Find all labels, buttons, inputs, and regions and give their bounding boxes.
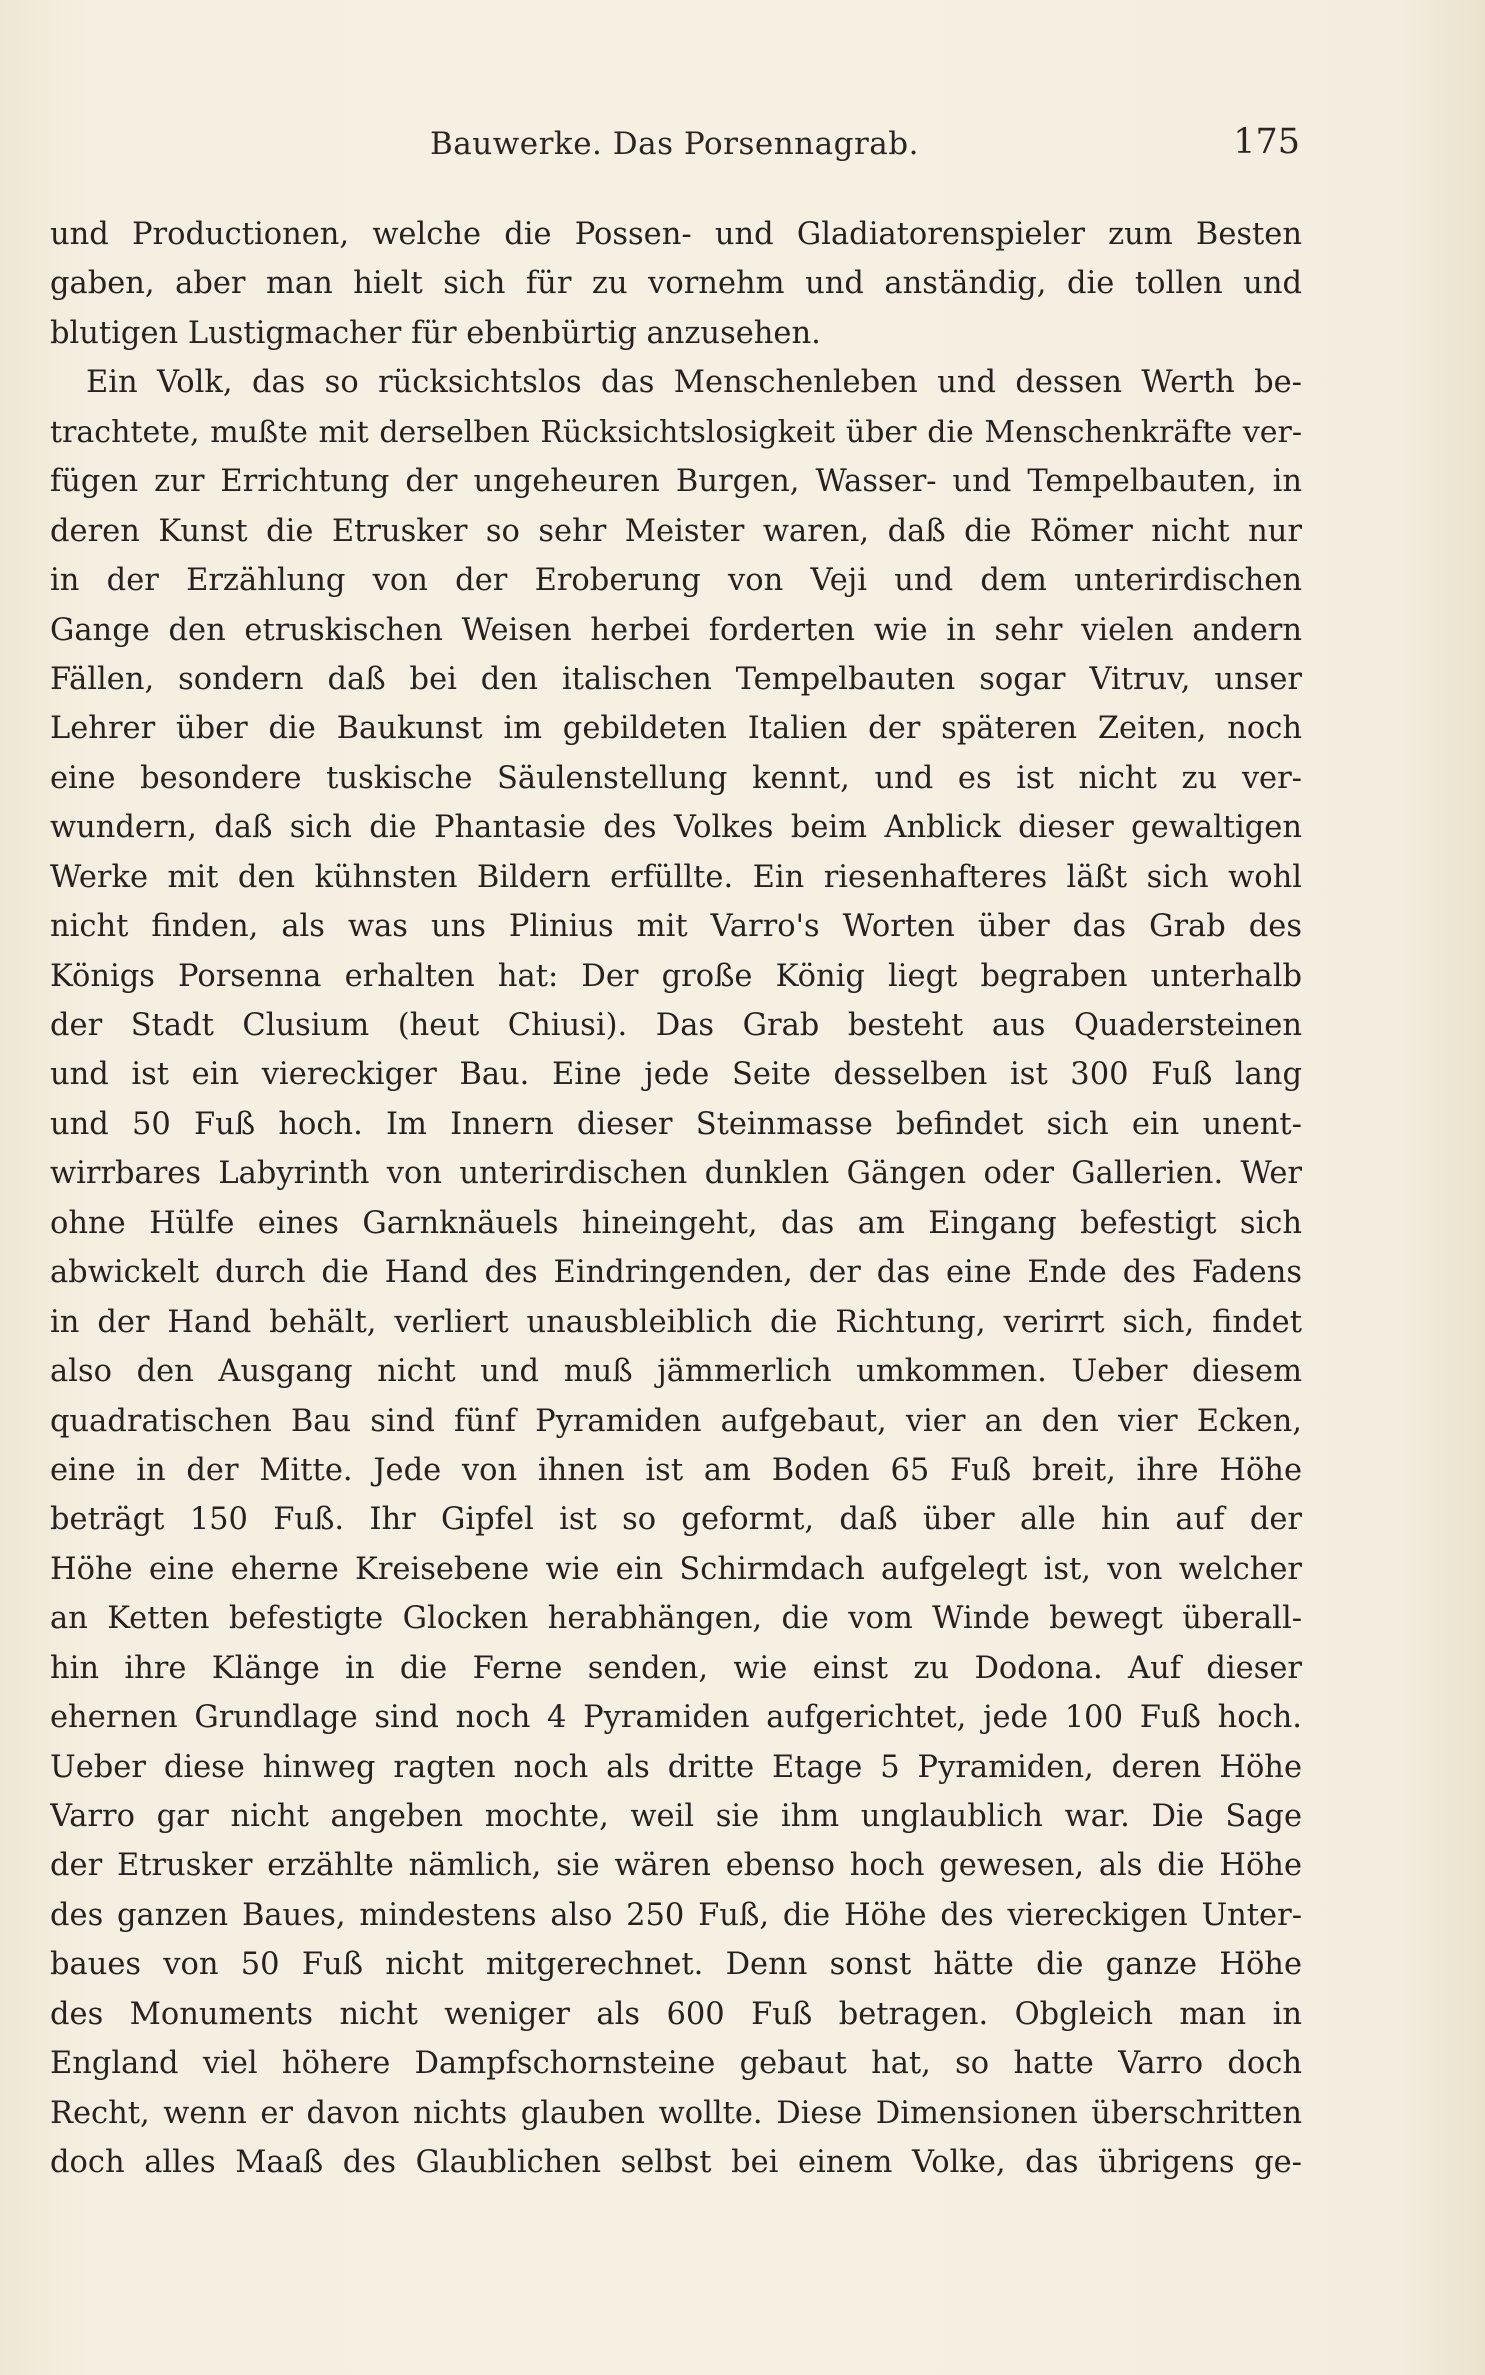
text-line: des ganzen Baues, mindestens also 250 Fuß, die Höhe des viereckigen Unter- (50, 1897, 1302, 1933)
text-line: des Monuments nicht weniger als 600 Fuß betragen. Obgleich man in (50, 1996, 1302, 2032)
running-head: Bauwerke. Das Porsennagrab. (430, 126, 919, 162)
body-text (50, 210, 1302, 2188)
text-line: eine in der Mitte. Jede von ihnen ist am Boden 65 Fuß breit, ihre Höhe (50, 1452, 1302, 1488)
text-line: deren Kunst die Etrusker so sehr Meister waren, daß die Römer nicht nur (50, 513, 1302, 549)
text-line: in der Erzählung von der Eroberung von Veji und dem unterirdischen (50, 563, 1302, 599)
text-line: England viel höhere Dampfschornsteine gebaut hat, so hatte Varro doch (50, 2046, 1302, 2082)
text-line: ohne Hülfe eines Garnknäuels hineingeht, das am Eingang befestigt sich (50, 1205, 1302, 1241)
text-line: nicht finden, als was uns Plinius mit Varro's Worten über das Grab des (50, 909, 1302, 945)
text-line: der Etrusker erzählte nämlich, sie wären ebenso hoch gewesen, als die Höhe (50, 1848, 1302, 1884)
text-line: und 50 Fuß hoch. Im Innern dieser Steinmasse befindet sich ein unent- (50, 1106, 1302, 1142)
text-line: Varro gar nicht angeben mochte, weil sie ihm unglaublich war. Die Sage (50, 1799, 1302, 1834)
text-line: Fällen, sondern daß bei den italischen Tempelbauten sogar Vitruv, unser (50, 661, 1302, 697)
text-line: und Productionen, welche die Possen- und Gladiatorenspieler zum Besten (50, 217, 1302, 252)
text-line: abwickelt durch die Hand des Eindringenden, der das eine Ende des Fadens (50, 1255, 1302, 1291)
text-line: Gange den etruskischen Weisen herbei forderten wie in sehr vielen andern (50, 612, 1302, 648)
text-line: Werke mit den kühnsten Bildern erfüllte. Ein riesenhafteres läßt sich wohl (50, 859, 1302, 895)
text-line: quadratischen Bau sind fünf Pyramiden aufgebaut, vier an den vier Ecken, (50, 1403, 1302, 1439)
text-line: baues von 50 Fuß nicht mitgerechnet. Denn sonst hätte die ganze Höhe (50, 1947, 1302, 1983)
text-line: blutigen Lustigmacher für ebenbürtig anzusehen. (50, 315, 821, 351)
text-line: Königs Porsenna erhalten hat: Der große König liegt begraben unterhalb (50, 958, 1302, 994)
text-line: an Ketten befestigte Glocken herabhängen, die vom Winde bewegt überall- (50, 1601, 1302, 1637)
page-number: 175 (1233, 122, 1300, 162)
page-header (430, 118, 1300, 168)
text-line: trachtete, mußte mit derselben Rücksichtslosigkeit über die Menschenkräfte ver- (50, 414, 1302, 450)
text-line: gaben, aber man hielt sich für zu vornehm und anständig, die tollen und (50, 266, 1302, 302)
text-line: Ueber diese hinweg ragten noch als dritte Etage 5 Pyramiden, deren Höhe (50, 1749, 1302, 1785)
text-line: Recht, wenn er davon nichts glauben wollte. Diese Dimensionen überschritten (50, 2095, 1302, 2131)
text-line: und ist ein viereckiger Bau. Eine jede Seite desselben ist 300 Fuß lang (50, 1057, 1302, 1093)
text-line: Höhe eine eherne Kreisebene wie ein Schirmdach aufgelegt ist, von welcher (50, 1551, 1302, 1587)
text-line: ehernen Grundlage sind noch 4 Pyramiden aufgerichtet, jede 100 Fuß hoch. (50, 1700, 1302, 1736)
text-line: in der Hand behält, verliert unausbleiblich die Richtung, verirrt sich, findet (50, 1304, 1302, 1340)
text-line: der Stadt Clusium (heut Chiusi). Das Grab besteht aus Quadersteinen (50, 1008, 1302, 1043)
text-line: wirrbares Labyrinth von unterirdischen dunklen Gängen oder Gallerien. Wer (50, 1156, 1302, 1192)
text-line: doch alles Maaß des Glaublichen selbst bei einem Volke, das übrigens ge- (50, 2145, 1302, 2181)
text-line: fügen zur Errichtung der ungeheuren Burgen, Wasser- und Tempelbauten, in (50, 464, 1302, 500)
text-line: also den Ausgang nicht und muß jämmerlich umkommen. Ueber diesem (50, 1354, 1302, 1390)
text-line: eine besondere tuskische Säulenstellung kennt, und es ist nicht zu ver- (50, 760, 1302, 796)
text-line: beträgt 150 Fuß. Ihr Gipfel ist so geformt, daß über alle hin auf der (50, 1502, 1302, 1538)
text-line: Lehrer über die Baukunst im gebildeten Italien der späteren Zeiten, noch (50, 711, 1302, 747)
text-line: hin ihre Klänge in die Ferne senden, wie einst zu Dodona. Auf dieser (50, 1650, 1302, 1686)
text-line: Ein Volk, das so rücksichtslos das Menschenleben und dessen Werth be- (86, 365, 1302, 401)
text-line: wundern, daß sich die Phantasie des Volkes beim Anblick dieser gewaltigen (50, 810, 1302, 846)
